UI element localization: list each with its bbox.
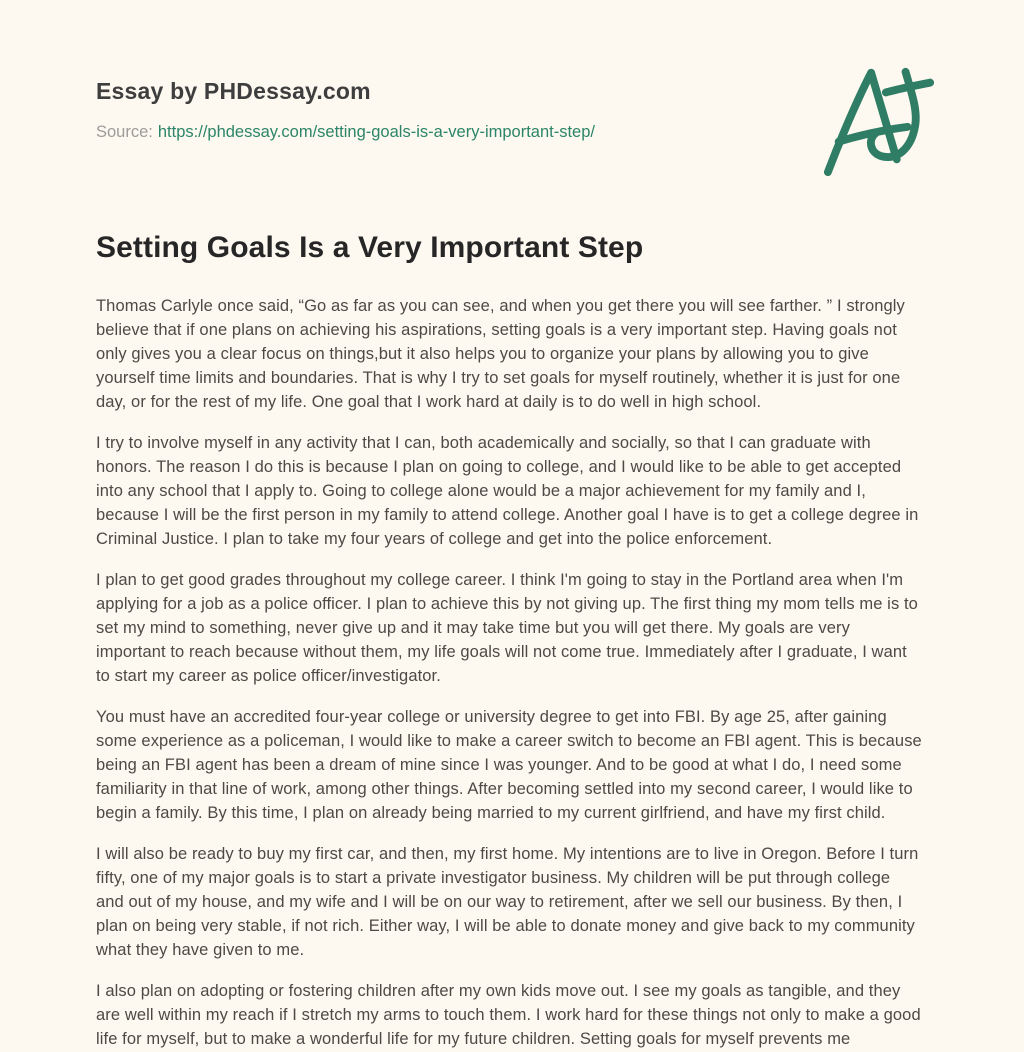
source-link[interactable]: https://phdessay.com/setting-goals-is-a-very-important-step/ (157, 122, 595, 141)
essay-paragraph: I plan to get good grades throughout my college career. I think I'm going to stay in the Portland area when I'm applying for a job as a police officer. I plan to achieve this by not giving up. The first thing my mom tells me is to set my mind to something, never give up and it may take time but you will get there. My goals are very important to reach because without them, my life goals will not come true. Immediately after I graduate, I want to start my career as police officer/investigator. (96, 570, 918, 686)
essay-body (96, 294, 922, 1052)
phdessay-logo (820, 60, 938, 178)
page-content (96, 0, 922, 1051)
a-plus-logo-icon (820, 60, 938, 178)
essay-paragraph: Thomas Carlyle once said, “Go as far as you can see, and when you get there you will see farther. ” I strongly believe that if one plans on achieving his aspirations, setting goals is a very important step. Having goals not only gives you a clear focus on things,but it also helps you to organize your plans by allowing you to give yourself time limits and boundaries. That is why I try to set goals for myself routinely, whether it is just for one day, or for the rest of my life. One goal that I work hard at daily is to do well in high school. (96, 296, 905, 412)
source-line (96, 122, 922, 143)
source-label: Source: (96, 122, 153, 141)
essay-paragraph: I try to involve myself in any activity that I can, both academically and socially, so that I can graduate with honors. The reason I do this is because I plan on going to college, and I would like to be able to get accepted into any school that I apply to. Going to college alone would be a major achievement for my family and I, because I will be the first person in my family to attend college. Another goal I have is to get a college degree in Criminal Justice. I plan to take my four years of college and get into the police enforcement. (96, 433, 919, 549)
brand-title: Essay by PHDessay.com (96, 78, 371, 104)
essay-paragraph: You must have an accredited four-year college or university degree to get into FBI. By age 25, after gaining some experience as a policeman, I would like to make a career switch to become an FBI agent. This is because being an FBI agent has been a dream of mine since I was younger. And to be good at what I do, I need some familiarity in that line of work, among other things. After becoming settled into my second career, I would like to begin a family. By this time, I plan on already being married to my current girlfriend, and have my first child. (96, 707, 922, 823)
essay-paragraph: I will also be ready to buy my first car, and then, my first home. My intentions are to live in Oregon. Before I turn fifty, one of my major goals is to start a private investigator business. My children will be put through college and out of my house, and my wife and I will be on our way to retirement, after we sell our business. By then, I plan on being very stable, if not rich. Either way, I will be able to donate money and give back to my community what they have given to me. (96, 844, 919, 960)
page-header (96, 0, 922, 143)
essay-content (96, 229, 922, 1051)
essay-title: Setting Goals Is a Very Important Step (96, 231, 644, 265)
essay-paragraph: I also plan on adopting or fostering children after my own kids move out. I see my goals as tangible, and they are well within my reach if I stretch my arms to touch them. I work hard for these things not only to make a good life for myself, but to make a wonderful life for my future children. Setting goals for myself prevents me (96, 981, 921, 1049)
